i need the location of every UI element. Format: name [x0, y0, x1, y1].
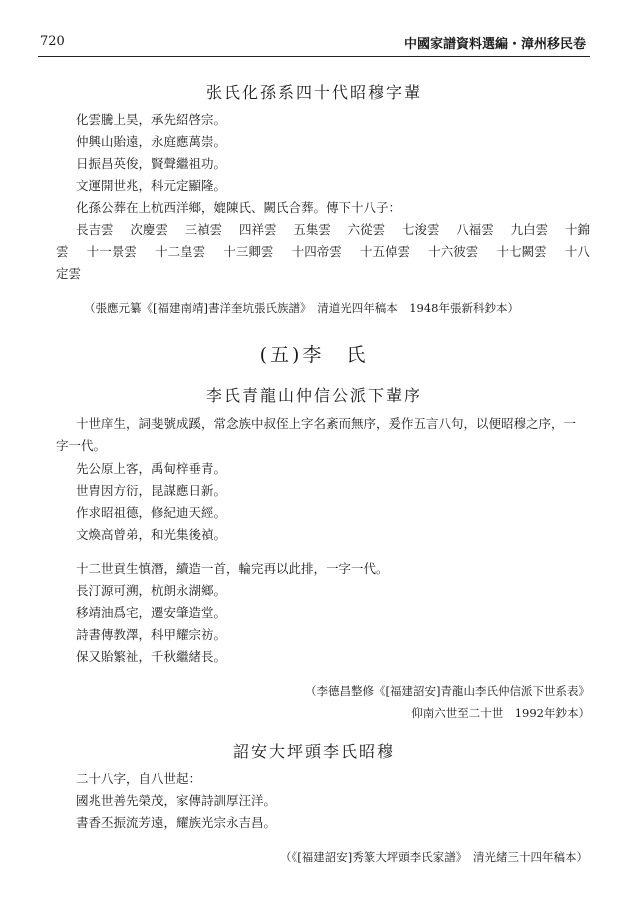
son-name: 九白雲 — [510, 222, 549, 237]
son-name: 雲 — [56, 244, 69, 259]
li-source-citation-cont: 仰南六世至二十世 1992年鈔本） — [411, 706, 590, 720]
li-poem2-line: 移靖油爲宅，遷安肇造堂。 — [76, 605, 227, 620]
dapingtou-intro: 二十八字，自八世起： — [76, 771, 202, 786]
running-title: 中國家譜資料選編・漳州移民卷 — [403, 37, 586, 52]
zhang-source-citation: （張應元纂《[福建南靖]書洋奎坑張氏族譜》 清道光四年稿本 1948年張新科鈔本） — [84, 301, 519, 315]
dapingtou-poem-line: 書香丕振流芳遠，耀族光宗永吉昌。 — [76, 815, 277, 830]
son-name: 十三卿雲 — [223, 244, 274, 259]
li-poem-line: 文煥高曾弟，和光集後禎。 — [76, 527, 227, 542]
son-name: 十錦 — [564, 222, 590, 237]
son-name: 十六彼雲 — [428, 244, 479, 259]
li-dapingtou-title: 詔安大坪頭李氏昭穆 — [232, 742, 395, 761]
li-intro-line: 字一代。 — [56, 438, 107, 453]
li-source-citation: （李德昌整修《[福建詔安]青龍山李氏仲信派下世系表》 — [305, 684, 590, 698]
son-name: 長吉雲 — [76, 222, 114, 237]
page-number: 720 — [40, 34, 65, 49]
sons-row-2 — [56, 242, 590, 260]
li-qinglongshan-title: 李氏青龍山仲信公派下輩序 — [205, 386, 422, 405]
son-name: 十七闕雲 — [496, 244, 547, 259]
son-name: 十一景雲 — [86, 244, 137, 259]
son-name: 十五倬雲 — [359, 244, 410, 259]
sons-row-1 — [76, 220, 590, 238]
son-name: 次慶雲 — [130, 222, 168, 237]
li-poem2-line: 保又貽繁祉，千秋繼緒長。 — [76, 649, 227, 664]
sons-row-3: 定雲 — [56, 266, 82, 281]
son-name: 四祥雲 — [238, 222, 277, 237]
son-name: 六從雲 — [347, 222, 386, 237]
son-name: 十八 — [564, 244, 590, 259]
li-poem-line: 作求昭祖德，修紀迪天經。 — [76, 505, 227, 520]
zhang-poem-line: 日振昌英俊，賢聲繼祖功。 — [76, 156, 227, 171]
zhang-burial-note: 化孫公葬在上杭西洋鄉，媲陳氏、闕氏合葬。傳下十八子： — [76, 200, 402, 215]
son-name: 五集雲 — [293, 222, 331, 237]
zhang-genealogy-title: 张氏化孫系四十代昭穆字輩 — [205, 83, 422, 102]
section-heading-li: (五)李 氏 — [259, 344, 369, 366]
son-name: 十四帝雲 — [291, 244, 342, 259]
son-name: 三禎雲 — [184, 222, 223, 237]
li-poem2-line: 長汀源可溯，杭朗永湖鄉。 — [76, 583, 227, 598]
zhang-poem-line: 化雲騰上昊，承先紹啓宗。 — [76, 112, 227, 127]
li-continuation-note: 十二世貢生慎潛，續造一首，輪完再以此排，一字一代。 — [76, 561, 389, 576]
son-name: 八福雲 — [456, 222, 494, 237]
zhang-poem-line: 文運開世兆，科元定顯隆。 — [76, 178, 227, 193]
dapingtou-source-citation: （《[福建詔安]秀篆大坪頭李氏家譜》 清光緒三十四年稿本） — [280, 850, 588, 864]
son-name: 七浚雲 — [401, 222, 440, 237]
li-intro-line: 十世庠生，詞斐號成蹊，常念族中叔侄上字名紊而無序，爰作五言八句，以便昭穆之序，一 — [76, 416, 577, 431]
son-name: 十二皇雲 — [155, 244, 206, 259]
li-poem-line: 先公原上客，禹甸梓垂青。 — [76, 461, 227, 476]
li-poem2-line: 詩書傳教澤，科甲耀宗祊。 — [76, 627, 227, 642]
header-rule — [38, 56, 590, 57]
li-poem-line: 世胄因方衍，昆謀應日新。 — [76, 483, 227, 498]
zhang-poem-line: 仲興山貽遠，永庭應萬崇。 — [76, 134, 227, 149]
dapingtou-poem-line: 國兆世善先榮茂，家傳詩訓厚汪洋。 — [76, 793, 277, 808]
